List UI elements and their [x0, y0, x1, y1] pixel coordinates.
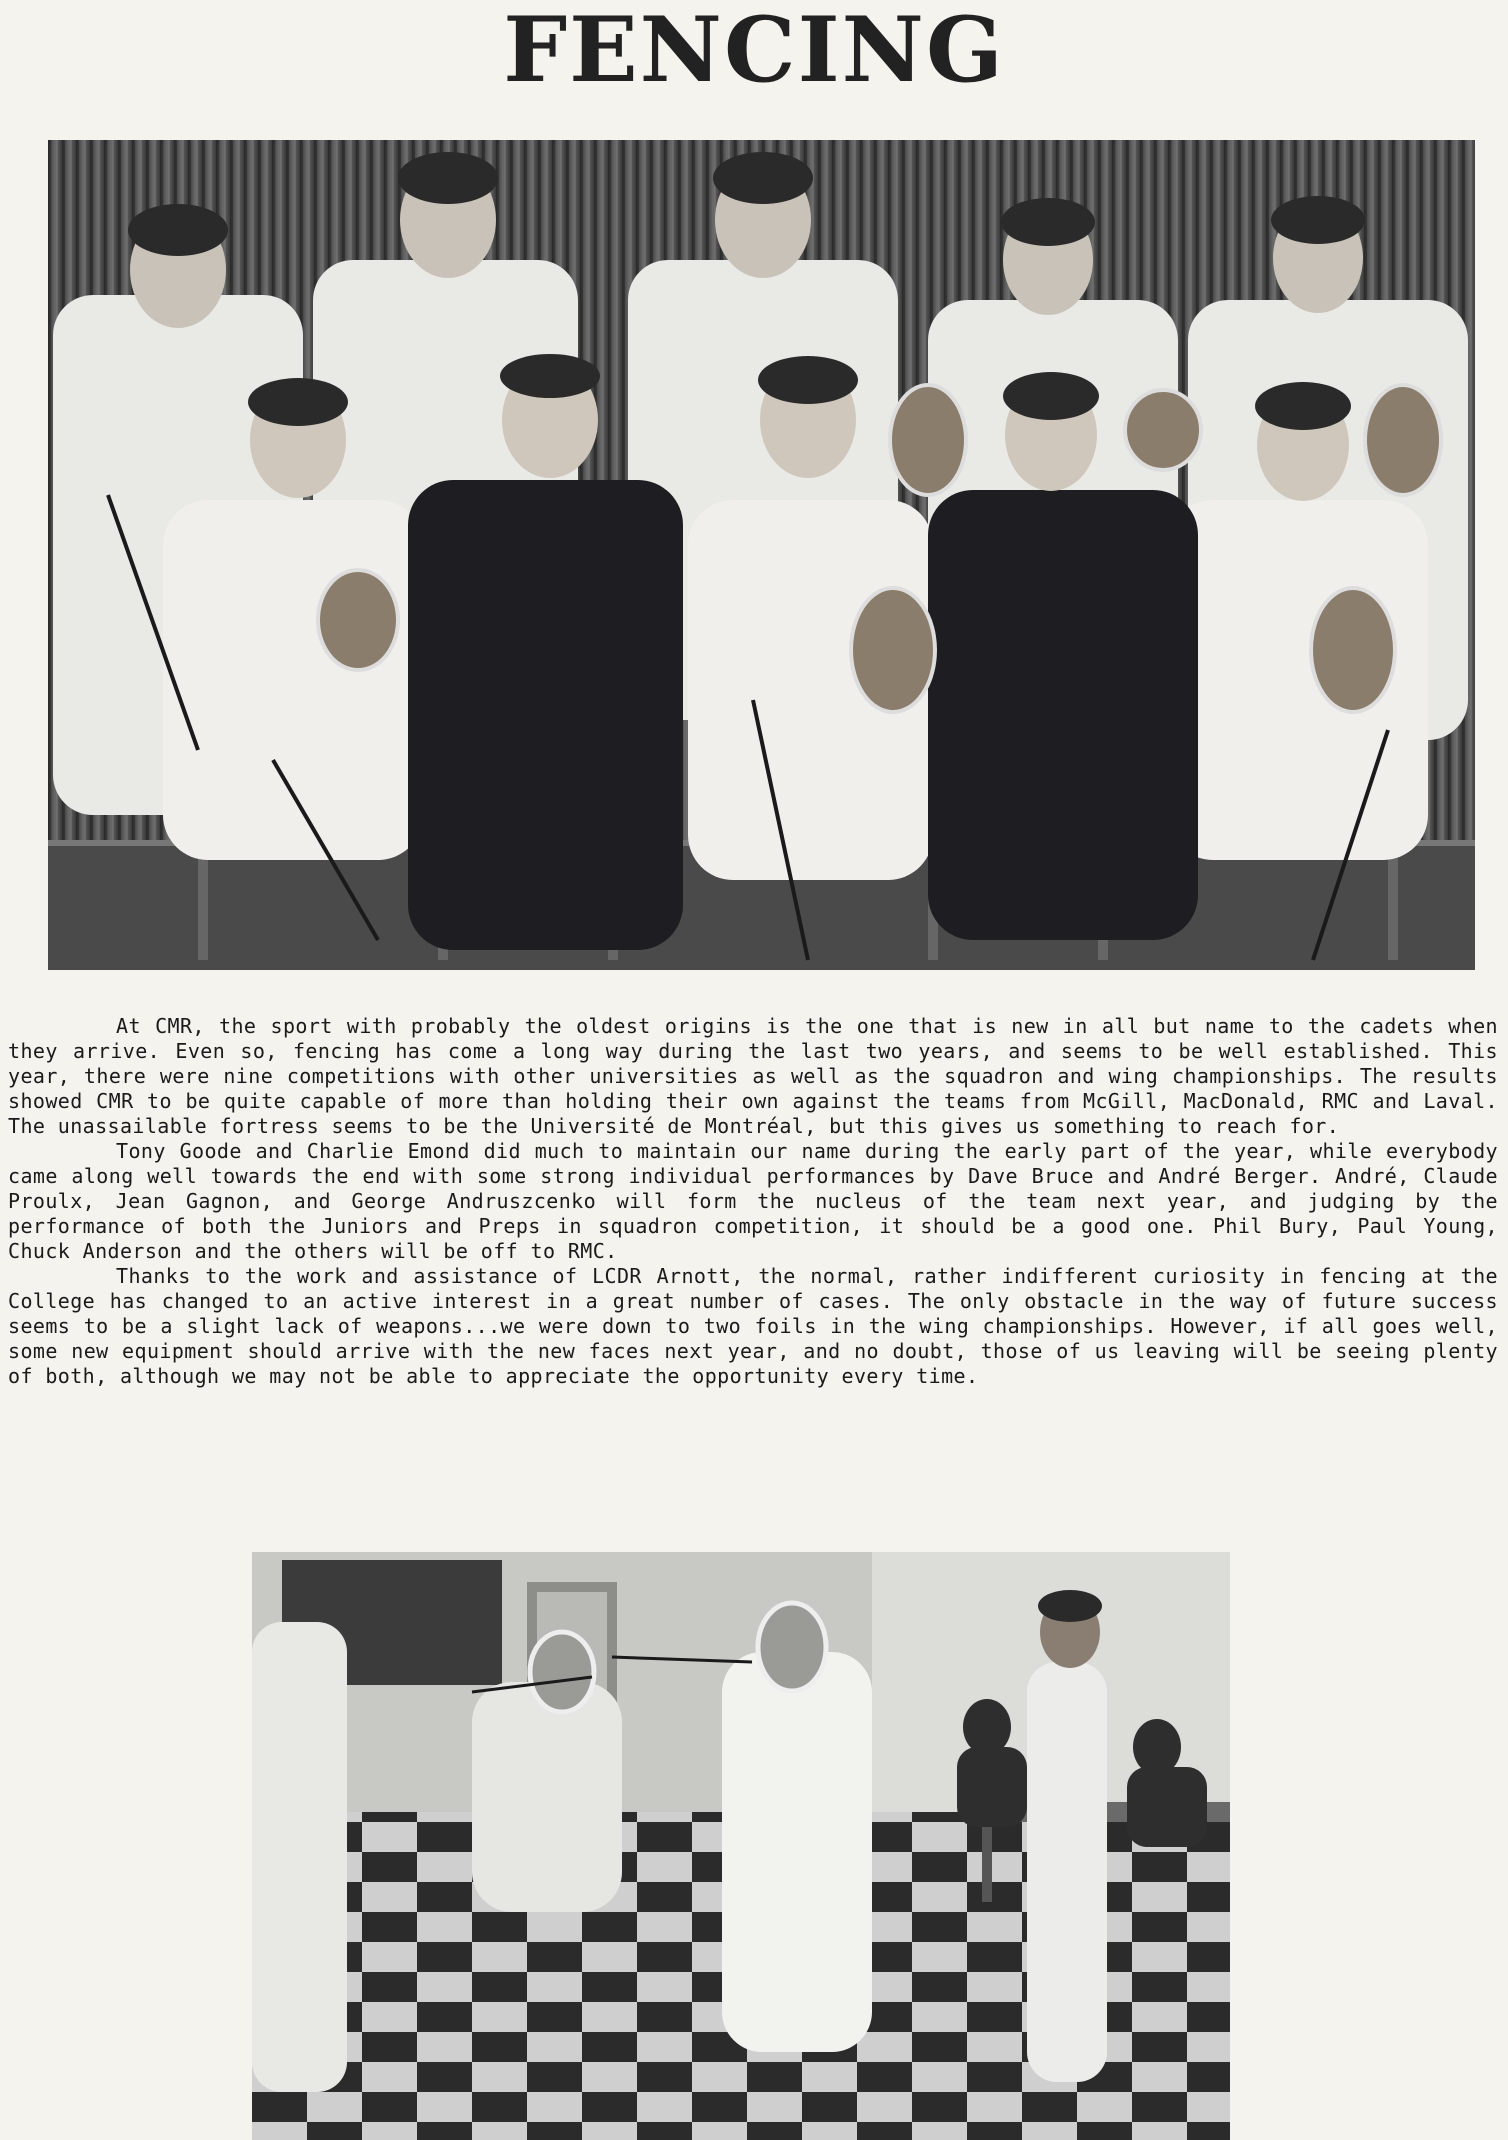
article-paragraph-1: At CMR, the sport with probably the oldest origins is the one that is new in all but name to the cadets when they arrive. Even so, fencing has come a long way during the last two years, and seems to be well established. This year, there were nine competitions with other universities as well as the squadron and wing championships. The results showed CMR to be quite capable of more than holding their own against the teams from McGill, MacDonald, RMC and Laval. The unassailable fortress seems to be the Université de Montréal, but this gives us something to reach for. [8, 1014, 1498, 1138]
article-paragraph-3: Thanks to the work and assistance of LCDR Arnott, the normal, rather indifferent curiosity in fencing at the College has changed to an active interest in a great number of cases. The only obstacle in the way of future success seems to be a slight lack of weapons...we were down to two foils in the wing championships. However, if all goes well, some new equipment should arrive with the new faces next year, and no doubt, those of us leaving will be seeing plenty of both, although we may not be able to appreciate the opportunity every time. [8, 1264, 1498, 1388]
article-text [8, 1014, 1498, 1389]
team-photo [48, 140, 1475, 970]
action-photo-image [252, 1552, 1230, 2140]
team-photo-image [48, 140, 1475, 970]
action-photo [252, 1552, 1230, 2140]
page-title: FENCING [503, 0, 1005, 103]
article-paragraph-2: Tony Goode and Charlie Emond did much to maintain our name during the early part of the year, while everybody came along well towards the end with some strong individual performances by Dave Bruce and André Berger. André, Claude Proulx, Jean Gagnon, and George Andruszcenko will form the nucleus of the team next year, and judging by the performance of both the Juniors and Preps in squadron competition, it should be a good one. Phil Bury, Paul Young, Chuck Anderson and the others will be off to RMC. [8, 1139, 1498, 1263]
